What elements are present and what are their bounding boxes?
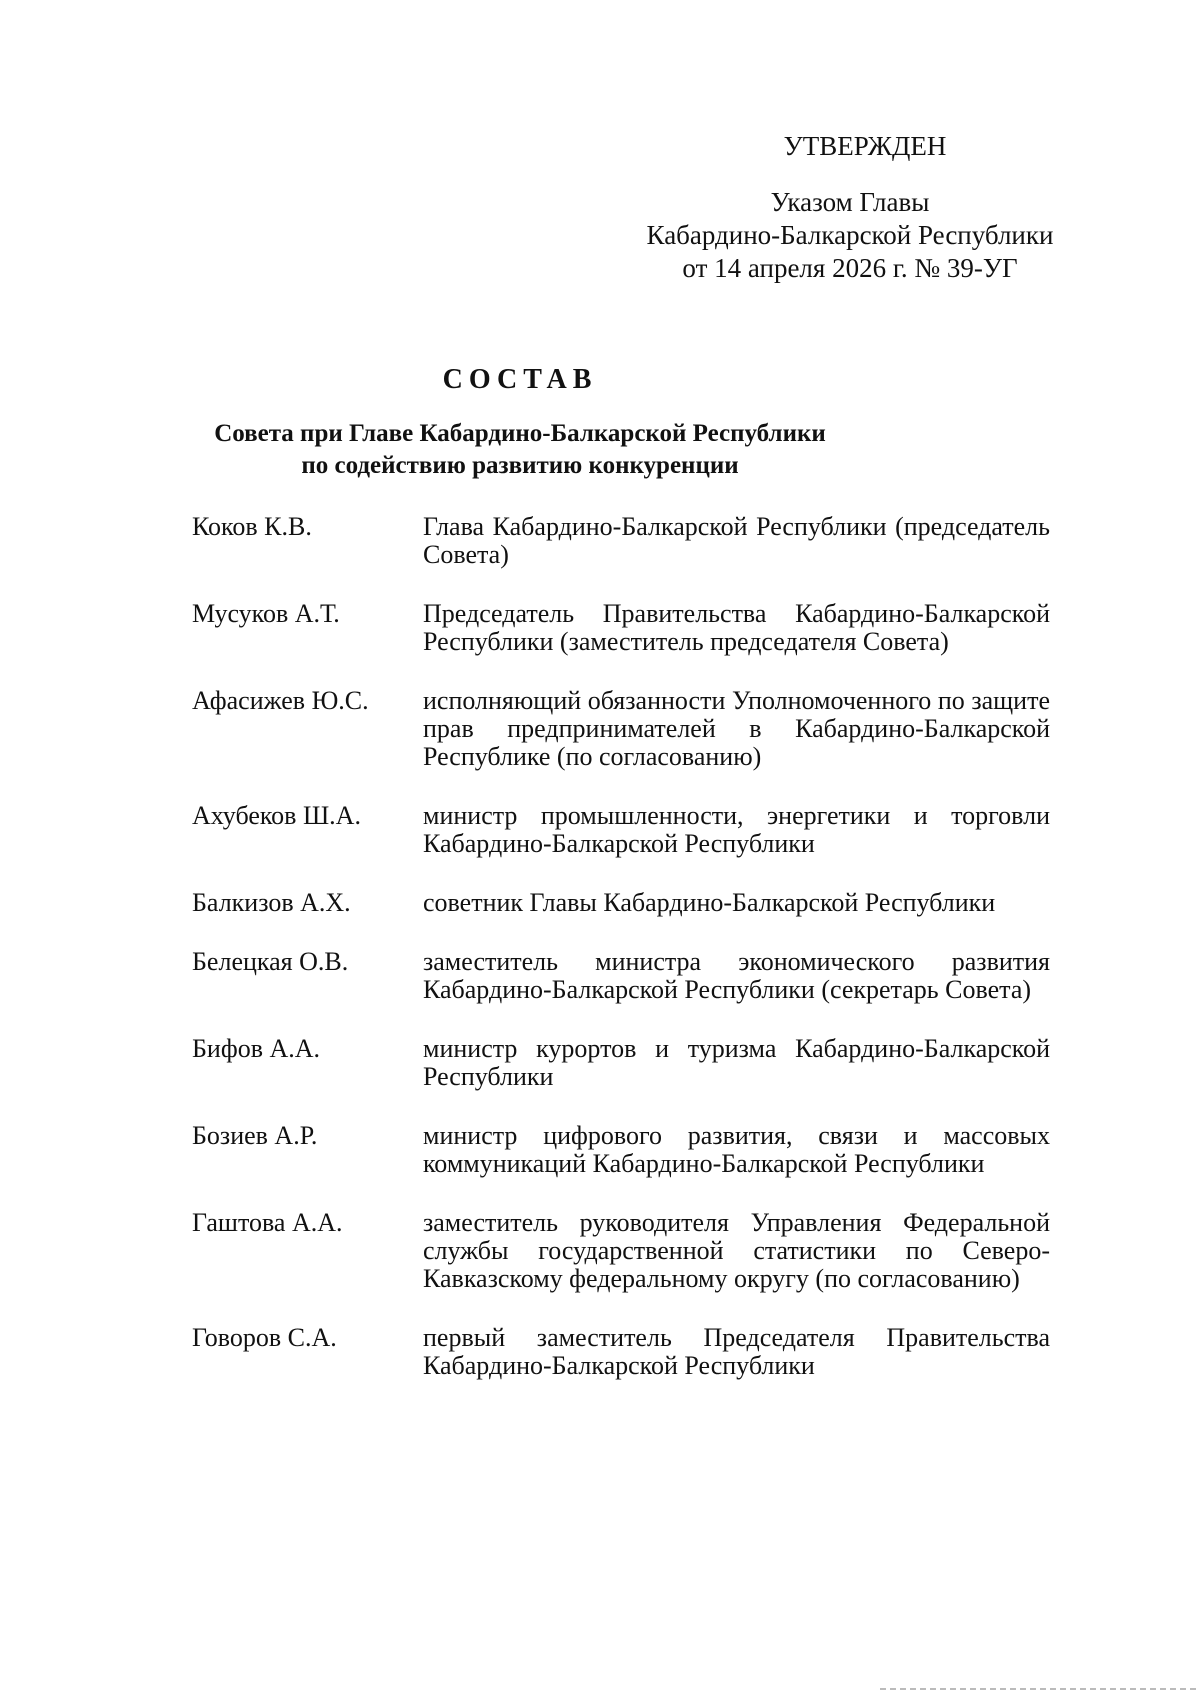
member-row bbox=[192, 513, 1050, 569]
member-role: советник Главы Кабардино-Балкарской Республики bbox=[423, 888, 996, 917]
member-role: первый заместитель Председателя Правительства Кабардино-Балкарской Республики bbox=[423, 1323, 1050, 1380]
approved-label: УТВЕРЖДЕН bbox=[783, 131, 947, 161]
member-row bbox=[192, 889, 1050, 917]
member-row bbox=[192, 687, 1050, 771]
member-role: министр курортов и туризма Кабардино-Балкарской Республики bbox=[423, 1034, 1050, 1091]
member-name: Говоров С.А. bbox=[192, 1323, 337, 1352]
member-role: министр цифрового развития, связи и массовых коммуникаций Кабардино-Балкарской Республики bbox=[423, 1121, 1050, 1178]
member-role: Председатель Правительства Кабардино-Балкарской Республики (заместитель председателя Совета) bbox=[423, 599, 1050, 656]
member-row bbox=[192, 1122, 1050, 1178]
decree-line-3: от 14 апреля 2026 г. № 39-УГ bbox=[682, 253, 1018, 283]
document-subtitle bbox=[0, 418, 1120, 482]
member-name: Афасижев Ю.С. bbox=[192, 686, 369, 715]
member-role: Глава Кабардино-Балкарской Республики (председатель Совета) bbox=[423, 512, 1050, 569]
subtitle-line-2: по содействию развитию конкуренции bbox=[301, 452, 739, 479]
members-list bbox=[192, 513, 1050, 1411]
document-title: СОСТАВ bbox=[442, 364, 598, 395]
member-name: Коков К.В. bbox=[192, 512, 312, 541]
member-name: Балкизов А.Х. bbox=[192, 888, 351, 917]
member-row bbox=[192, 1324, 1050, 1380]
member-name: Ахубеков Ш.А. bbox=[192, 801, 361, 830]
member-row bbox=[192, 600, 1050, 656]
member-row bbox=[192, 1209, 1050, 1293]
member-name: Белецкая О.В. bbox=[192, 947, 349, 976]
member-row bbox=[192, 802, 1050, 858]
member-role: заместитель руководителя Управления Федеральной службы государственной статистики по Северо-Кавказскому федеральному округу (по согласованию) bbox=[423, 1208, 1050, 1293]
member-role: министр промышленности, энергетики и торговли Кабардино-Балкарской Республики bbox=[423, 801, 1050, 858]
scan-artifact-line bbox=[880, 1688, 1200, 1690]
subtitle-line-1: Совета при Главе Кабардино-Балкарской Республики bbox=[214, 420, 826, 447]
member-name: Бозиев А.Р. bbox=[192, 1121, 318, 1150]
decree-reference bbox=[600, 186, 1100, 285]
member-name: Гаштова А.А. bbox=[192, 1208, 343, 1237]
decree-line-2: Кабардино-Балкарской Республики bbox=[646, 220, 1054, 250]
member-name: Мусуков А.Т. bbox=[192, 599, 340, 628]
member-role: заместитель министра экономического развития Кабардино-Балкарской Республики (секретарь Совета) bbox=[423, 947, 1050, 1004]
member-row bbox=[192, 1035, 1050, 1091]
member-role: исполняющий обязанности Уполномоченного по защите прав предпринимателей в Кабардино-Балкарской Республике (по согласованию) bbox=[423, 686, 1050, 771]
member-row bbox=[192, 948, 1050, 1004]
decree-line-1: Указом Главы bbox=[770, 187, 930, 217]
member-name: Бифов А.А. bbox=[192, 1034, 321, 1063]
